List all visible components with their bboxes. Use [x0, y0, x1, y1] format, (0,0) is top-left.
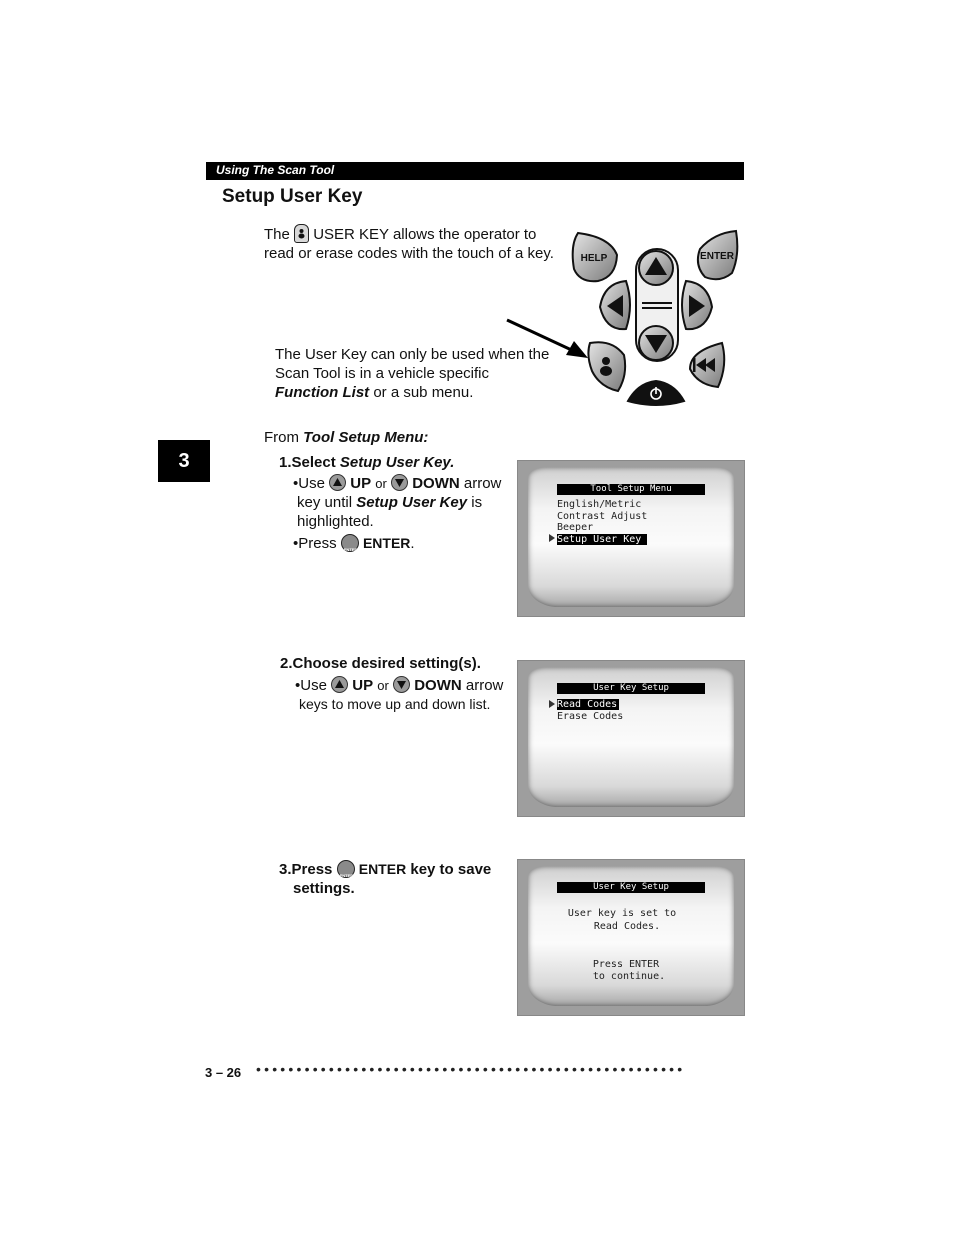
step1-title-emph: Setup User Key. [339, 454, 455, 471]
screen1-selected-item: Setup User Key [557, 534, 647, 546]
screen3-line4: to continue. [592, 971, 666, 982]
selection-arrow-icon [549, 700, 555, 708]
selection-arrow-icon [549, 534, 555, 542]
screen2-selected-item: Read Codes [557, 698, 618, 710]
screen3-line3: Press ENTER [592, 959, 660, 970]
intro-line1: USER KEY allows the operator to [313, 226, 537, 243]
help-key-icon [573, 233, 617, 281]
screen3-title: User Key Setup [557, 882, 705, 893]
note-line2: Scan Tool is in a vehicle specific [275, 365, 489, 382]
note-line3: or a sub menu. [369, 384, 474, 401]
from-line [264, 428, 428, 447]
down-arrow-icon [391, 474, 408, 491]
page-number: 3 – 26 [205, 1065, 242, 1080]
note-paragraph [275, 345, 565, 402]
step2-body: •Use UP or DOWN arrow keys to move up and down list. [295, 677, 504, 712]
footer-dot-leader: ••••••••••••••••••••••••••••••••••••••••••••••••••••• [256, 1061, 686, 1077]
svg-text:ENTER: ENTER [700, 251, 734, 262]
enter-key-icon-small: ENTER [341, 534, 359, 552]
note-line1: The User Key can only be used when the [275, 346, 550, 363]
page-title: Setup User Key [222, 186, 363, 207]
intro-line2: read or erase codes with the touch of a key. [264, 245, 554, 262]
intro-prefix: The [264, 226, 290, 243]
screen1-item: English/Metric [557, 499, 642, 510]
step1-title: 1.Select Setup User Key. [279, 454, 455, 471]
screen2-item: Erase Codes [557, 711, 624, 722]
enter-key-icon [698, 231, 737, 279]
screen3-line1: User key is set to [567, 908, 677, 919]
chapter-tab: 3 [158, 440, 210, 482]
enter-key-icon-small: ENTER [337, 860, 355, 878]
screen2-title: User Key Setup [557, 683, 705, 694]
user-key-icon [294, 224, 309, 243]
from-menu-name: Tool Setup Menu: [303, 429, 429, 446]
scan-tool-screen-2 [517, 660, 745, 817]
section-header-bar [206, 162, 744, 180]
scan-tool-screen-3 [517, 859, 745, 1016]
step1-press: •Press ENTER ENTER. [293, 535, 415, 552]
note-function-list: Function List [275, 384, 370, 401]
step1-body: •Use UP or DOWN arrow key until Setup User Key is highlighted. [293, 475, 502, 530]
svg-text:HELP: HELP [580, 253, 608, 264]
from-prefix: From [264, 429, 304, 446]
screen1-item: Contrast Adjust [557, 510, 648, 522]
down-arrow-icon [393, 676, 410, 693]
section-header-text: Using The Scan Tool [216, 163, 335, 177]
step3-text: 3.Press ENTER ENTER key to save settings. [279, 861, 492, 897]
up-arrow-icon [329, 474, 346, 491]
step2-title: 2.Choose desired setting(s). [280, 655, 481, 672]
step1-target: Setup User Key [356, 494, 468, 511]
up-arrow-icon [331, 676, 348, 693]
screen3-line2: Read Codes. [593, 921, 661, 932]
screen1-item: Beeper [557, 522, 594, 533]
scan-tool-screen-1 [517, 460, 745, 617]
screen1-title: Tool Setup Menu [557, 484, 705, 495]
